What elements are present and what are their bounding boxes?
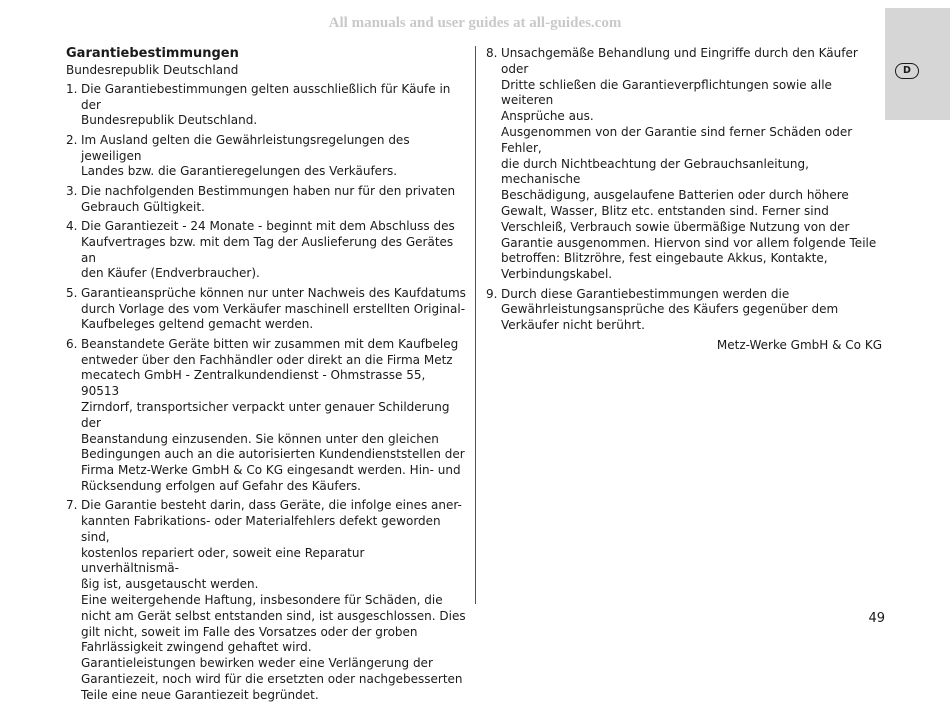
terms-list-left [66, 82, 466, 704]
term-number: 5. [66, 285, 78, 300]
term-number: 2. [66, 132, 78, 147]
term-text: Beanstandete Geräte bitten wir zusammen mit dem Kaufbeleg entweder über den Fachhändler oder direkt an die Firma Metz mecatech GmbH - Zentralkundendienst - Ohmstrasse 55, 90513 Zirndorf, transportsicher verpackt unter genauer Schilderung der Beanstandung einzusenden. Sie können unter den gleichen Bedingungen auch an die autorisierten Kundendienststellen der Firma Metz-Werke GmbH & Co KG eingesandt werden. Hin- und Rücksendung erfolgen auf Gefahr des Käufers. [81, 336, 465, 493]
term-text: Die Garantiezeit - 24 Monate - beginnt mit dem Abschluss des Kaufvertrages bzw. mit dem Tag der Auslieferung des Gerätes an den Käufer (Endverbraucher). [81, 218, 455, 281]
term-text: Die nachfolgenden Bestimmungen haben nur für den privaten Gebrauch Gültigkeit. [81, 183, 456, 214]
term-number: 6. [66, 336, 78, 351]
terms-list-right [486, 46, 884, 334]
term-text: Die Garantie besteht darin, dass Geräte, die infolge eines aner- kannten Fabrikations- oder Materialfehlers defekt geworden sind, kostenlos repariert oder, soweit eine Reparatur unverhältnismä- ßig ist, ausgetauscht werden. Eine weitergehende Haftung, insbesondere für Schäden, die nicht am Gerät selbst entstanden sind, ist ausgeschlossen. Dies gilt nicht, soweit im Falle des Vorsatzes oder der groben Fahrlässigkeit zwingend gehaftet wird. Garantieleistungen bewirken weder eine Verlängerung der Garantiezeit, noch wird für die ersetzten oder nachgebesserten Teile eine neue Garantiezeit begründet. [81, 498, 466, 702]
section-subtitle: Bundesrepublik Deutschland [66, 63, 239, 77]
language-badge: D [895, 63, 919, 79]
term-item-9 [486, 287, 884, 334]
right-column [486, 46, 884, 353]
term-item-6 [66, 337, 466, 495]
watermark: All manuals and user guides at all-guides.com [328, 15, 622, 31]
term-number: 8. [486, 46, 498, 60]
term-item-5 [66, 286, 466, 333]
term-number: 1. [66, 81, 78, 96]
term-item-8 [486, 46, 884, 283]
term-number: 3. [66, 183, 78, 198]
term-text: Durch diese Garantiebestimmungen werden die Gewährleistungsansprüche des Käufers gegenüber dem Verkäufer nicht berührt. [501, 286, 839, 333]
term-number: 4. [66, 218, 78, 233]
term-text: Garantieansprüche können nur unter Nachweis des Kaufdatums durch Vorlage des vom Verkäufer maschinell erstellten Original- Kaufbeleges geltend gemacht werden. [81, 285, 466, 332]
term-number: 9. [486, 286, 498, 301]
signature: Metz-Werke GmbH & Co KG [716, 337, 882, 352]
term-number: 7. [66, 498, 78, 513]
term-item-2 [66, 133, 466, 180]
term-text: Die Garantiebestimmungen gelten ausschließlich für Käufe in der Bundesrepublik Deutschland. [81, 81, 451, 128]
language-tab [885, 8, 950, 120]
left-column [66, 46, 466, 707]
term-item-3 [66, 184, 466, 216]
page-number: 49 [868, 611, 885, 626]
term-item-4 [66, 219, 466, 282]
column-divider [475, 46, 476, 604]
term-text: Im Ausland gelten die Gewährleistungsregelungen des jeweiligen Landes bzw. die Garantieregelungen des Verkäufers. [81, 132, 410, 179]
section-heading: Garantiebestimmungen [66, 46, 239, 61]
term-text: Unsachgemäße Behandlung und Eingriffe durch den Käufer oder Dritte schließen die Garantieverpflichtungen sowie alle weiteren Ansprüche aus. Ausgenommen von der Garantie sind ferner Schäden oder Fehler, die durch Nichtbeachtung der Gebrauchsanleitung, mechanische Beschädigung, ausgelaufene Batterien oder durch höhere Gewalt, Wasser, Blitz etc. entstanden sind. Ferner sind Verschleiß, Verbrauch sowie übermäßige Nutzung von der Garantie ausgenommen. Hiervon sind vor allem folgende Teile betroffen: Blitzröhre, fest eingebaute Akkus, Kontakte, Verbindungskabel. [501, 46, 877, 282]
term-item-1 [66, 82, 466, 129]
term-item-7 [66, 498, 466, 703]
